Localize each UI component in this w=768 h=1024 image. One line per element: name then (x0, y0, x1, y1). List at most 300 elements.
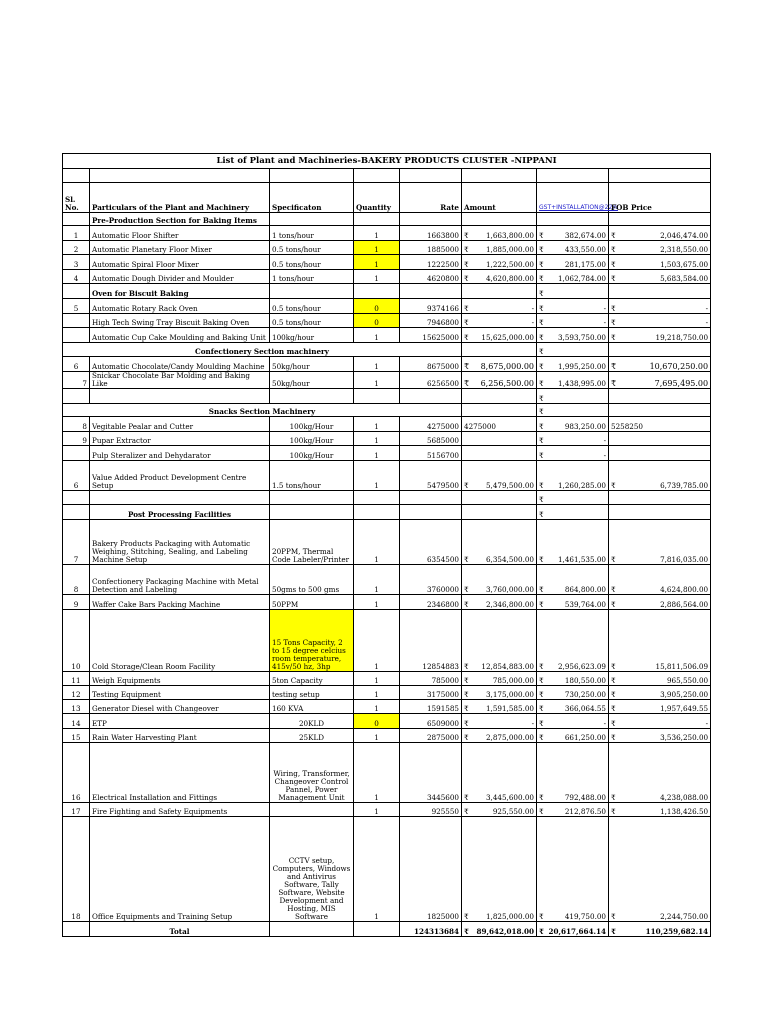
row-particulars: Pupar Extractor (90, 432, 270, 446)
title-row (63, 154, 711, 169)
table-row (63, 446, 711, 461)
row-qty: 1 (354, 255, 400, 270)
currency-symbol: ₹ (464, 912, 469, 921)
row-amount: 4,620,800.00 (485, 274, 534, 283)
header-row (63, 183, 711, 213)
currency-symbol: ₹ (611, 260, 616, 269)
row-amount: 1,591,585.00 (485, 704, 534, 713)
row-qty: 0 (354, 714, 400, 729)
row-particulars: Vegitable Pealar and Cutter (90, 417, 270, 432)
currency-symbol: ₹ (539, 318, 544, 327)
row-particulars: Automatic Rotary Rack Oven (90, 299, 270, 314)
row-spec: 25KLD (270, 729, 354, 743)
row-amount: 3,445,600.00 (485, 793, 534, 802)
table-row (63, 595, 711, 610)
row-sl-no: 14 (63, 714, 90, 729)
row-sl-no: 4 (63, 270, 90, 284)
row-gst: 983,250.00 (564, 422, 606, 431)
row-gst: - (603, 719, 606, 728)
table-row (63, 241, 711, 255)
header-spec: Specificaton (270, 183, 354, 213)
row-spec: 0.5 tons/hour (270, 241, 354, 255)
header-amount: Amount (462, 183, 537, 213)
row-sl-no: 5 (63, 299, 90, 314)
row-gst: 1,260,285.00 (557, 481, 606, 490)
row-particulars: Automatic Cup Cake Moulding and Baking Unit (90, 328, 270, 343)
currency-symbol: ₹ (539, 600, 544, 609)
table-row (63, 803, 711, 817)
row-gst: 1,438,995.00 (557, 379, 606, 388)
row-amount: 2,346,800.00 (485, 600, 534, 609)
row-amount: 4275000 (462, 417, 537, 432)
row-sl-no: 17 (63, 803, 90, 817)
row-amount: 785,000.00 (492, 676, 534, 685)
row-fob: 2,046,474.00 (660, 231, 709, 240)
currency-symbol: ₹ (464, 676, 469, 685)
row-particulars: Waffer Cake Bars Packing Machine (90, 595, 270, 610)
section-title: Pre-Production Section for Baking Items (90, 213, 270, 226)
row-particulars: Generator Diesel with Changeover (90, 700, 270, 714)
row-sl-no: 3 (63, 255, 90, 270)
currency-symbol: ₹ (464, 807, 469, 816)
row-sl-no: 9 (63, 432, 90, 446)
table-row (63, 314, 711, 328)
row-spec: 50gms to 500 gms (270, 565, 354, 595)
row-rate: 3760000 (400, 565, 462, 595)
row-qty: 1 (354, 461, 400, 491)
currency-symbol: ₹ (539, 555, 544, 564)
currency-symbol: ₹ (611, 231, 616, 240)
table-row (63, 686, 711, 700)
row-gst: 3,593,750.00 (557, 333, 606, 342)
row-particulars: Automatic Spiral Floor Mixer (90, 255, 270, 270)
row-spec: 5ton Capacity (270, 672, 354, 686)
row-gst: 433,550.00 (564, 245, 606, 254)
row-fob: 4,238,088.00 (660, 793, 709, 802)
section-row (63, 343, 711, 357)
row-sl-no: 9 (63, 595, 90, 610)
row-spec: CCTV setup, Computers, Windows and Antivirus Software, Tally Software, Website Development and Hosting, MIS Software (270, 817, 354, 922)
total-amount: 89,642,018.00 (476, 927, 534, 936)
currency-symbol: ₹ (539, 807, 544, 816)
row-spec: 100kg/Hour (270, 446, 354, 461)
row-fob: 5258250 (609, 417, 711, 432)
table-row (63, 565, 711, 595)
currency-symbol: ₹ (611, 481, 616, 490)
currency-symbol: ₹ (611, 662, 616, 671)
row-fob: 6,739,785.00 (660, 481, 709, 490)
row-sl-no: 18 (63, 817, 90, 922)
currency-symbol: ₹ (539, 912, 544, 921)
row-sl-no: 8 (63, 565, 90, 595)
row-sl-no: 7 (63, 520, 90, 565)
currency-symbol: ₹ (539, 333, 544, 342)
table-row (63, 729, 711, 743)
row-spec: 20KLD (270, 714, 354, 729)
row-particulars: Rain Water Harvesting Plant (90, 729, 270, 743)
row-fob: - (705, 318, 709, 327)
row-fob: 7,695,495.00 (654, 379, 709, 388)
row-particulars: Automatic Chocolate/Candy Moulding Machine (90, 357, 270, 372)
row-amount: 1,825,000.00 (485, 912, 534, 921)
row-particulars: Cold Storage/Clean Room Facility (90, 610, 270, 672)
row-particulars: Testing Equipment (90, 686, 270, 700)
section-row (63, 505, 711, 520)
row-spec: 1.5 tons/hour (270, 461, 354, 491)
currency-symbol: ₹ (464, 927, 470, 936)
row-amount: 1,222,500.00 (485, 260, 534, 269)
currency-symbol: ₹ (539, 362, 544, 371)
row-sl-no: 11 (63, 672, 90, 686)
total-fob: 110,259,682.14 (645, 927, 709, 936)
section-title: Post Processing Facilities (90, 505, 270, 520)
row-rate: 6509000 (400, 714, 462, 729)
row-rate: 4620800 (400, 270, 462, 284)
currency-symbol: ₹ (539, 927, 545, 936)
row-rate: 6354500 (400, 520, 462, 565)
row-gst: 661,250.00 (564, 733, 606, 742)
row-fob: 19,218,750.00 (655, 333, 709, 342)
table-row (63, 255, 711, 270)
row-qty: 1 (354, 803, 400, 817)
row-amount: 12,854,883.00 (481, 662, 534, 671)
total-row (63, 922, 711, 937)
row-rate: 5156700 (400, 446, 462, 461)
row-spec: 50PPM (270, 595, 354, 610)
section-title: Snacks Section Machinery (63, 404, 462, 417)
header-particulars: Particulars of the Plant and Machinery (90, 183, 270, 213)
table-row (63, 372, 711, 389)
section-row (63, 213, 711, 226)
blank-row (63, 389, 711, 404)
row-spec: testing setup (270, 686, 354, 700)
row-spec: Wiring, Transformer, Changeover Control Pannel, Power Management Unit (270, 743, 354, 803)
row-qty: 1 (354, 610, 400, 672)
currency-symbol: ₹ (464, 793, 469, 802)
currency-symbol: ₹ (539, 260, 544, 269)
row-qty: 0 (354, 299, 400, 314)
currency-symbol: ₹ (464, 333, 469, 342)
row-rate: 925550 (400, 803, 462, 817)
row-fob: 4,624,800.00 (660, 585, 709, 594)
currency-symbol: ₹ (539, 733, 544, 742)
currency-symbol: ₹ (539, 379, 544, 388)
row-particulars: Automatic Planetary Floor Mixer (90, 241, 270, 255)
row-rate: 12854883 (400, 610, 462, 672)
row-particulars: ETP (90, 714, 270, 729)
currency-symbol: ₹ (537, 491, 609, 505)
blank-row (63, 491, 711, 505)
currency-symbol: ₹ (537, 284, 609, 299)
row-gst: 1,062,784.00 (557, 274, 606, 283)
table-row (63, 299, 711, 314)
section-title: Oven for Biscuit Baking (90, 284, 270, 299)
table-row (63, 700, 711, 714)
row-particulars: Value Added Product Development Centre Setup (90, 461, 270, 491)
row-spec: 1 tons/hour (270, 270, 354, 284)
row-amount: 3,175,000.00 (485, 690, 534, 699)
row-rate: 2346800 (400, 595, 462, 610)
row-fob: - (705, 304, 709, 313)
row-sl-no: 16 (63, 743, 90, 803)
table-row (63, 520, 711, 565)
currency-symbol: ₹ (611, 245, 616, 254)
row-amount: 1,885,000.00 (485, 245, 534, 254)
row-fob: 3,536,250.00 (660, 733, 709, 742)
currency-symbol: ₹ (539, 274, 544, 283)
currency-symbol: ₹ (464, 690, 469, 699)
currency-symbol: ₹ (539, 304, 544, 313)
currency-symbol: ₹ (611, 304, 616, 313)
currency-symbol: ₹ (464, 555, 469, 564)
currency-symbol: ₹ (539, 451, 544, 460)
machinery-table (62, 153, 711, 937)
table-row (63, 672, 711, 686)
currency-symbol: ₹ (464, 585, 469, 594)
row-fob: 1,957,649.55 (660, 704, 709, 713)
row-qty: 1 (354, 743, 400, 803)
currency-symbol: ₹ (539, 704, 544, 713)
row-rate: 5479500 (400, 461, 462, 491)
row-spec: 100kg/Hour (270, 432, 354, 446)
row-sl-no: 7 (63, 372, 90, 389)
currency-symbol: ₹ (611, 318, 616, 327)
row-rate: 8675000 (400, 357, 462, 372)
currency-symbol: ₹ (611, 704, 616, 713)
row-particulars: Fire Fighting and Safety Equipments (90, 803, 270, 817)
row-gst: 180,550.00 (564, 676, 606, 685)
section-row (63, 284, 711, 299)
row-qty: 1 (354, 565, 400, 595)
currency-symbol: ₹ (611, 333, 616, 342)
currency-symbol: ₹ (539, 436, 544, 445)
currency-symbol: ₹ (464, 318, 469, 327)
currency-symbol: ₹ (611, 927, 617, 936)
table-row (63, 357, 711, 372)
currency-symbol: ₹ (611, 379, 617, 388)
currency-symbol: ₹ (539, 719, 544, 728)
row-gst: - (603, 304, 606, 313)
table-row (63, 743, 711, 803)
row-particulars: Pulp Steralizer and Dehydarator (90, 446, 270, 461)
currency-symbol: ₹ (611, 676, 616, 685)
row-rate: 1885000 (400, 241, 462, 255)
row-spec: 1 tons/hour (270, 226, 354, 241)
row-spec: 100kg/Hour (270, 417, 354, 432)
header-sl: Sl. No. (63, 183, 90, 213)
table-row (63, 417, 711, 432)
row-gst: - (603, 318, 606, 327)
row-rate: 1591585 (400, 700, 462, 714)
row-gst: - (603, 451, 606, 460)
row-particulars: Confectionery Packaging Machine with Metal Detection and Labeling (90, 565, 270, 595)
currency-symbol: ₹ (539, 231, 544, 240)
row-qty: 1 (354, 328, 400, 343)
row-fob: 3,905,250.00 (660, 690, 709, 699)
currency-symbol: ₹ (464, 733, 469, 742)
total-gst: 20,617,664.14 (548, 927, 606, 936)
row-qty: 0 (354, 314, 400, 328)
table-row (63, 270, 711, 284)
row-gst: 281,175.00 (564, 260, 606, 269)
row-fob: 2,886,564.00 (660, 600, 709, 609)
row-sl-no: 2 (63, 241, 90, 255)
row-qty: 1 (354, 520, 400, 565)
sheet-title: List of Plant and Machineries-BAKERY PRODUCTS CLUSTER -NIPPANI (63, 154, 711, 169)
row-fob: 10,670,250.00 (649, 362, 709, 371)
currency-symbol: ₹ (539, 662, 544, 671)
currency-symbol: ₹ (464, 719, 469, 728)
row-qty: 1 (354, 417, 400, 432)
currency-symbol: ₹ (537, 404, 609, 417)
row-spec: 160 KVA (270, 700, 354, 714)
table-row (63, 461, 711, 491)
row-sl-no: 15 (63, 729, 90, 743)
row-qty: 1 (354, 595, 400, 610)
row-amount: 1,663,800.00 (485, 231, 534, 240)
header-qty: Quantity (354, 183, 400, 213)
header-rate: Rate (400, 183, 462, 213)
row-gst: 212,876.50 (564, 807, 606, 816)
row-rate: 4275000 (400, 417, 462, 432)
currency-symbol: ₹ (611, 585, 616, 594)
row-amount: 2,875,000.00 (485, 733, 534, 742)
row-qty: 1 (354, 270, 400, 284)
row-qty: 1 (354, 241, 400, 255)
row-spec: 100kg/hour (270, 328, 354, 343)
currency-symbol: ₹ (464, 704, 469, 713)
row-sl-no: 10 (63, 610, 90, 672)
currency-symbol: ₹ (539, 481, 544, 490)
row-gst: 539,764.00 (564, 600, 606, 609)
row-particulars: Weigh Equipments (90, 672, 270, 686)
row-rate: 9374166 (400, 299, 462, 314)
section-title: Confectionery Section machinery (63, 343, 462, 357)
row-amount: 925,550.00 (492, 807, 534, 816)
row-rate: 5685000 (400, 432, 462, 446)
row-particulars: Bakery Products Packaging with Automatic Weighing, Stitching, Sealing, and Labeling Machine Setup (90, 520, 270, 565)
currency-symbol: ₹ (464, 379, 470, 388)
row-gst: 2,956,623.09 (557, 662, 606, 671)
row-fob: 1,138,426.50 (660, 807, 709, 816)
row-gst: 792,488.00 (564, 793, 606, 802)
row-gst: 1,461,535.00 (557, 555, 606, 564)
header-fob: FOB Price (609, 183, 711, 213)
currency-symbol: ₹ (611, 719, 616, 728)
table-row (63, 714, 711, 729)
row-rate: 2875000 (400, 729, 462, 743)
row-spec: 20PPM, Thermal Code Labeler/Printer (270, 520, 354, 565)
row-sl-no: 1 (63, 226, 90, 241)
row-qty: 1 (354, 686, 400, 700)
row-fob: 7,816,035.00 (660, 555, 709, 564)
currency-symbol: ₹ (464, 260, 469, 269)
row-rate: 6256500 (400, 372, 462, 389)
currency-symbol: ₹ (611, 807, 616, 816)
row-rate: 785000 (400, 672, 462, 686)
row-qty: 1 (354, 729, 400, 743)
row-qty: 1 (354, 672, 400, 686)
currency-symbol: ₹ (539, 245, 544, 254)
currency-symbol: ₹ (464, 245, 469, 254)
table-row (63, 817, 711, 922)
row-rate: 3445600 (400, 743, 462, 803)
row-sl-no: 8 (63, 417, 90, 432)
row-sl-no: 12 (63, 686, 90, 700)
currency-symbol: ₹ (611, 912, 616, 921)
currency-symbol: ₹ (464, 362, 470, 371)
table-row (63, 226, 711, 241)
row-particulars: Snickar Chocolate Bar Molding and Baking Like (90, 372, 270, 389)
row-spec: 0.5 tons/hour (270, 314, 354, 328)
row-spec: 50kg/hour (270, 357, 354, 372)
currency-symbol: ₹ (539, 676, 544, 685)
currency-symbol: ₹ (539, 690, 544, 699)
table-row (63, 432, 711, 446)
row-gst: 382,674.00 (564, 231, 606, 240)
row-amount: 5,479,500.00 (485, 481, 534, 490)
currency-symbol: ₹ (537, 343, 609, 357)
row-amount: - (531, 304, 534, 313)
currency-symbol: ₹ (464, 600, 469, 609)
row-gst: 419,750.00 (564, 912, 606, 921)
row-particulars: Office Equipments and Training Setup (90, 817, 270, 922)
row-qty: 1 (354, 817, 400, 922)
table-row (63, 328, 711, 343)
row-sl-no: 6 (63, 357, 90, 372)
row-fob: 15,811,506.09 (655, 662, 709, 671)
row-rate: 1222500 (400, 255, 462, 270)
row-gst: 1,995,250.00 (557, 362, 606, 371)
row-rate: 1663800 (400, 226, 462, 241)
currency-symbol: ₹ (537, 505, 609, 520)
blank-row (63, 169, 711, 183)
row-spec: 50kg/hour (270, 372, 354, 389)
table-row (63, 610, 711, 672)
row-qty: 1 (354, 372, 400, 389)
currency-symbol: ₹ (611, 733, 616, 742)
row-spec: 0.5 tons/hour (270, 255, 354, 270)
row-particulars: Automatic Floor Shifter (90, 226, 270, 241)
row-particulars: High Tech Swing Tray Biscuit Baking Oven (90, 314, 270, 328)
total-rate: 124313684 (400, 922, 462, 937)
row-fob: 2,244,750.00 (660, 912, 709, 921)
row-spec: 15 Tons Capacity, 2 to 15 degree celcius room temperature, 415v/50 hz, 3hp (270, 610, 354, 672)
currency-symbol: ₹ (611, 690, 616, 699)
total-label: Total (90, 922, 270, 937)
header-gst-link[interactable]: GST+INSTALLATION@22% (537, 183, 609, 213)
currency-symbol: ₹ (611, 555, 616, 564)
row-particulars: Electrical Installation and Fittings (90, 743, 270, 803)
currency-symbol: ₹ (539, 793, 544, 802)
currency-symbol: ₹ (611, 362, 617, 371)
currency-symbol: ₹ (611, 600, 616, 609)
row-fob: 2,318,550.00 (660, 245, 709, 254)
currency-symbol: ₹ (464, 481, 469, 490)
row-gst: 864,800.00 (564, 585, 606, 594)
row-fob: - (705, 719, 709, 728)
row-amount: 6,256,500.00 (480, 379, 534, 388)
currency-symbol: ₹ (539, 422, 544, 431)
row-qty: 1 (354, 226, 400, 241)
currency-symbol: ₹ (611, 793, 616, 802)
row-qty: 1 (354, 700, 400, 714)
row-fob: 965,550.00 (666, 676, 709, 685)
currency-symbol: ₹ (539, 585, 544, 594)
currency-symbol: ₹ (464, 231, 469, 240)
section-row (63, 404, 711, 417)
row-qty: 1 (354, 446, 400, 461)
